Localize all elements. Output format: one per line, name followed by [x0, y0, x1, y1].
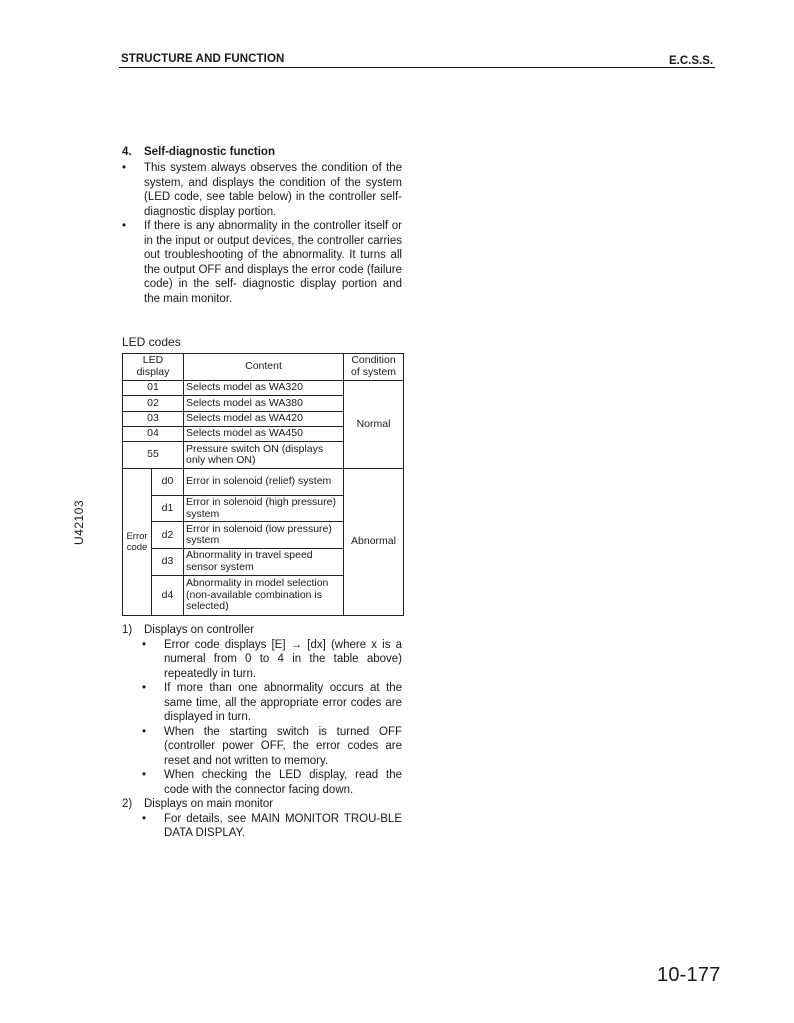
section-bullets — [122, 161, 402, 306]
error-code: d1 — [152, 495, 184, 522]
error-code: d4 — [152, 575, 184, 615]
led-code: 04 — [123, 426, 184, 441]
error-code: d0 — [152, 469, 184, 496]
header-system-name: E.C.S.S. — [669, 55, 714, 67]
figure-side-code: U42103 — [72, 499, 86, 545]
section-heading — [122, 146, 275, 158]
table-row — [123, 380, 404, 395]
note-item — [122, 812, 402, 841]
section-title: Self-diagnostic function — [144, 146, 275, 158]
section-number: 4. — [122, 146, 132, 158]
bullet-item — [122, 161, 402, 219]
page-number: 10-177 — [657, 964, 721, 986]
condition-normal: Normal — [344, 380, 404, 468]
note-bullet: • — [142, 769, 147, 781]
note-heading — [122, 797, 402, 812]
table-row — [123, 469, 404, 496]
error-content: Error in solenoid (relief) system — [184, 469, 344, 496]
condition-abnormal: Abnormal — [344, 469, 404, 616]
error-content: Error in solenoid (high pressure) system — [184, 495, 344, 522]
bullet-mark: • — [122, 220, 127, 232]
error-code: d2 — [152, 522, 184, 549]
note-title: Displays on controller — [144, 624, 254, 636]
note-bullet: • — [142, 812, 147, 825]
note-number: 1) — [122, 624, 133, 636]
note-bullet: • — [142, 682, 147, 694]
header-content: Content — [184, 354, 344, 381]
error-content: Abnormality in travel speed sensor system — [184, 549, 344, 576]
error-code: d3 — [152, 549, 184, 576]
error-code-label: Error code — [123, 469, 152, 616]
note-number: 2) — [122, 798, 133, 810]
bullet-item — [122, 219, 402, 306]
notes-list — [122, 623, 402, 841]
led-content: Pressure switch ON (displays only when ON) — [184, 442, 344, 469]
note-bullet: • — [142, 638, 147, 651]
note-bullet: • — [142, 725, 147, 738]
note-item — [122, 725, 402, 769]
led-content: Selects model as WA450 — [184, 426, 344, 441]
table-header-row — [123, 354, 404, 381]
note-item — [122, 768, 402, 797]
led-content: Selects model as WA320 — [184, 380, 344, 395]
bullet-mark: • — [122, 162, 127, 174]
error-content: Error in solenoid (low pressure) system — [184, 522, 344, 549]
led-content: Selects model as WA420 — [184, 411, 344, 426]
note-text: When checking the LED display, read the code with the connector facing down. — [164, 769, 402, 796]
led-code: 02 — [123, 396, 184, 411]
led-codes-table — [122, 353, 404, 616]
table-caption: LED codes — [122, 335, 181, 349]
note-text: If more than one abnormality occurs at the same time, all the appropriate error codes are displayed in turn. — [164, 682, 402, 723]
note-text: Error code displays [E] → [dx] (where x is a numeral from 0 to 4 in the table above) repeatedly in turn. — [164, 638, 402, 680]
note-text: For details, see MAIN MONITOR TROU-BLE DATA DISPLAY. — [164, 812, 402, 839]
error-content: Abnormality in model selection (non-available combination is selected) — [184, 575, 344, 615]
led-code: 03 — [123, 411, 184, 426]
note-heading — [122, 623, 402, 638]
note-item — [122, 681, 402, 725]
bullet-text: If there is any abnormality in the controller itself or in the input or output devices, the controller carries out troubleshooting of the abnormality. It turns all the output OFF and displays the error code (failure code) in the self- diagnostic display portion and the main monitor. — [144, 220, 402, 305]
header-rule — [119, 67, 715, 68]
note-title: Displays on main monitor — [144, 798, 274, 810]
note-text: When the starting switch is turned OFF (controller power OFF, the error codes are reset and not written to memory. — [164, 725, 402, 767]
note-item — [122, 638, 402, 682]
header-condition: Condition of system — [344, 354, 404, 381]
header-led-display: LED display — [123, 354, 184, 381]
led-code: 01 — [123, 380, 184, 395]
header-section-title: STRUCTURE AND FUNCTION — [121, 53, 285, 65]
led-code: 55 — [123, 442, 184, 469]
led-content: Selects model as WA380 — [184, 396, 344, 411]
bullet-text: This system always observes the condition of the system, and displays the condition of the system (LED code, see table below) in the controller self-diagnostic display portion. — [144, 162, 402, 218]
